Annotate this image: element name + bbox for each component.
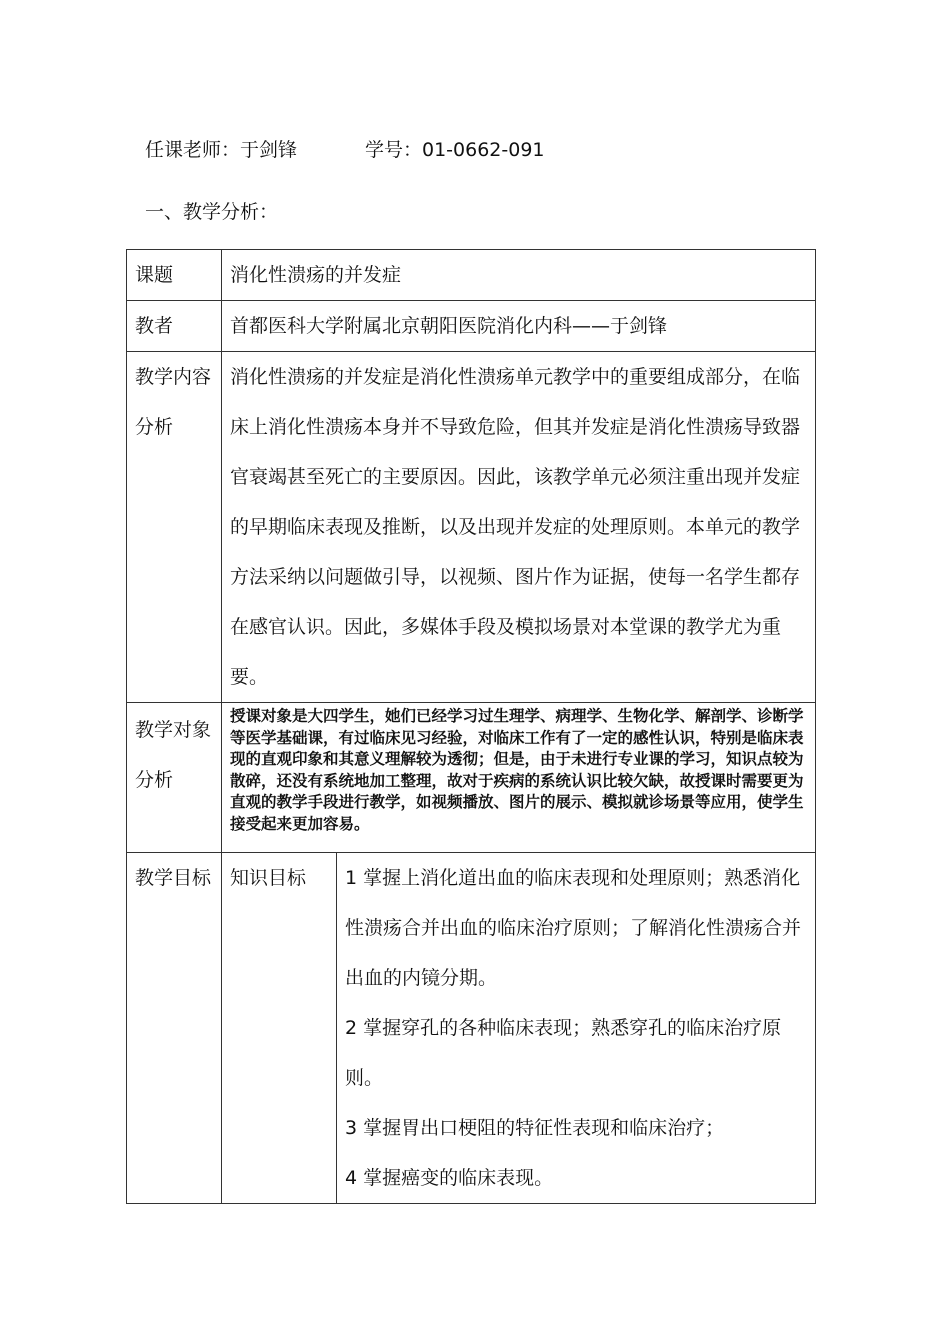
table-row-audience-analysis	[127, 703, 816, 853]
objective-item: 1 掌握上消化道出血的临床表现和处理原则；熟悉消化性溃疡合并出血的临床治疗原则；了解消化性溃疡合并出血的内镜分期。	[345, 867, 802, 989]
knowledge-objectives-list	[337, 853, 816, 1204]
section-heading: 一、教学分析：	[145, 201, 279, 223]
objective-item: 2 掌握穿孔的各种临床表现；熟悉穿孔的临床治疗原则。	[345, 1017, 782, 1089]
teacher-label: 教者	[127, 301, 222, 352]
objective-item: 3 掌握胃出口梗阻的特征性表现和临床治疗；	[345, 1117, 725, 1139]
table-row-teacher	[127, 301, 816, 352]
student-id: 学号：01-0662-091	[365, 139, 545, 161]
objectives-label: 教学目标	[127, 853, 222, 1204]
topic-label: 课题	[127, 250, 222, 301]
audience-analysis-value: 授课对象是大四学生，她们已经学习过生理学、病理学、生物化学、解剖学、诊断学等医学基础课，有过临床见习经验，对临床工作有了一定的感性认识，特别是临床表现的直观印象和其意义理解较为透彻；但是，由于未进行专业课的学习，知识点较为散碎，还没有系统地加工整理，故对于疾病的系统认识比较欠缺，故授课时需要更为直观的教学手段进行教学，如视频播放、图片的展示、模拟就诊场景等应用，使学生接受起来更加容易。	[222, 703, 816, 853]
header-line	[145, 136, 545, 164]
teacher-value: 首都医科大学附属北京朝阳医院消化内科——于剑锋	[222, 301, 816, 352]
knowledge-objectives-label: 知识目标	[222, 853, 337, 1204]
audience-analysis-label: 教学对象分析	[127, 703, 222, 853]
topic-value: 消化性溃疡的并发症	[222, 250, 816, 301]
lesson-analysis-table	[126, 249, 816, 1204]
content-analysis-label: 教学内容分析	[127, 352, 222, 703]
content-analysis-value: 消化性溃疡的并发症是消化性溃疡单元教学中的重要组成部分，在临床上消化性溃疡本身并不导致危险，但其并发症是消化性溃疡导致器官衰竭甚至死亡的主要原因。因此，该教学单元必须注重出现并发症的早期临床表现及推断，以及出现并发症的处理原则。本单元的教学方法采纳以问题做引导，以视频、图片作为证据，使每一名学生都存在感官认识。因此，多媒体手段及模拟场景对本堂课的教学尤为重要。	[222, 352, 816, 703]
table-row-topic	[127, 250, 816, 301]
teacher-name: 任课老师：于剑锋	[145, 139, 298, 161]
table-row-content-analysis	[127, 352, 816, 703]
table-row-objectives	[127, 853, 816, 1204]
objective-item: 4 掌握癌变的临床表现。	[345, 1167, 554, 1189]
